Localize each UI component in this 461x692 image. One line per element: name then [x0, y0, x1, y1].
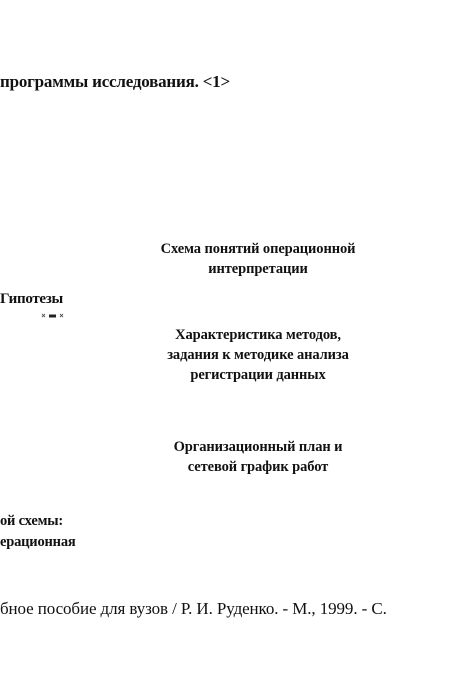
box-line: регистрации данных — [190, 367, 326, 383]
methods-characteristics-box — [138, 325, 378, 385]
footnote-citation: бное пособие для вузов / Р. И. Руденко. - М., 1999. - С. — [0, 599, 387, 618]
box-line: Организационный план и — [173, 439, 343, 455]
scheme-line: ерационная — [0, 534, 76, 550]
connector-mark-icon — [40, 312, 68, 320]
box-line: Характеристика методов, — [175, 327, 341, 343]
scheme-label — [0, 511, 76, 553]
section-heading: программы исследования. <1> — [0, 72, 230, 91]
box-line: интерпретации — [208, 261, 308, 277]
box-line: задания к методике анализа — [167, 347, 349, 363]
scheme-line: ой схемы: — [0, 513, 64, 529]
box-line: сетевой график работ — [187, 459, 329, 475]
box-line: Схема понятий операционной — [160, 241, 356, 257]
operational-interpretation-box — [138, 239, 378, 279]
organizational-plan-box — [138, 437, 378, 477]
hypotheses-label: Гипотезы — [0, 291, 63, 307]
